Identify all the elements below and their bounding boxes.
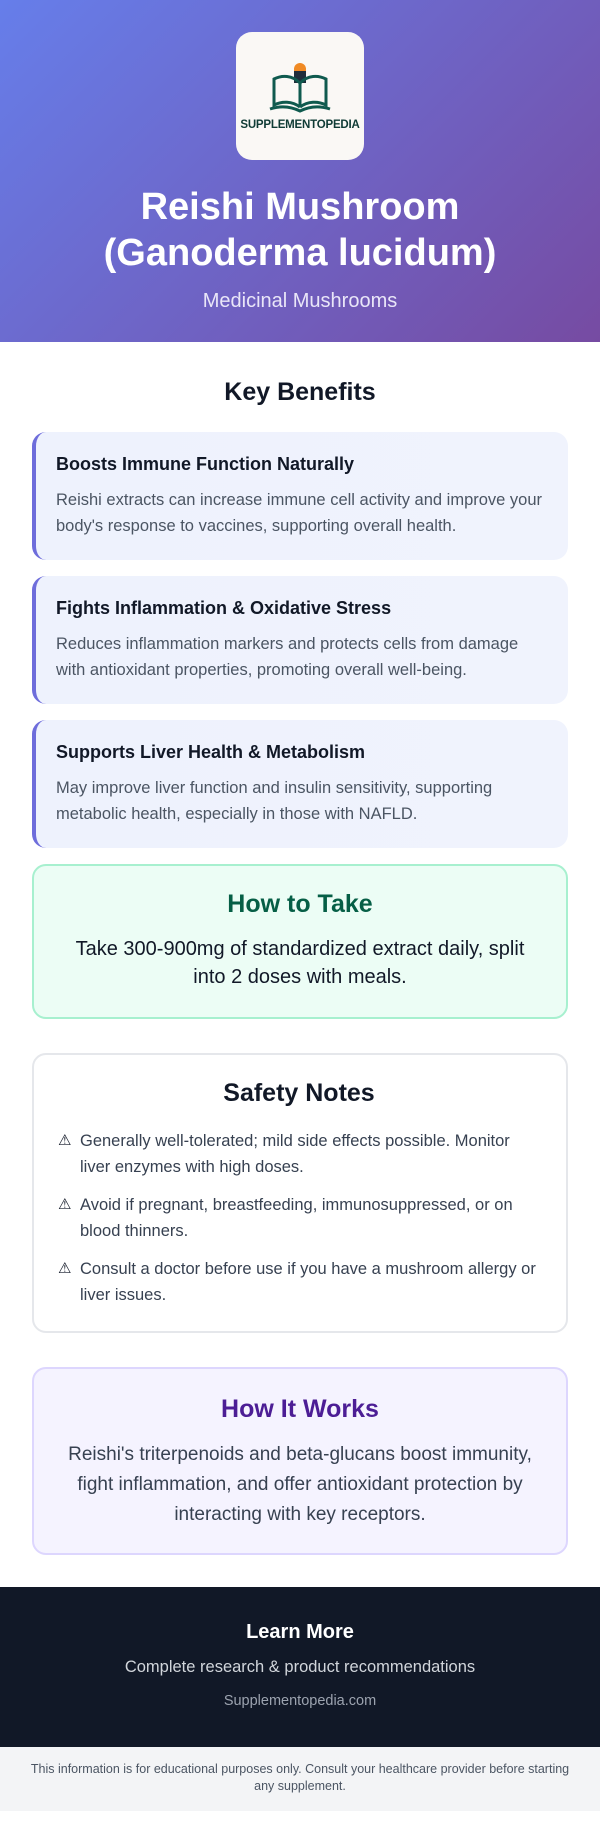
dosage-text: Take 300-900mg of standardized extract daily, split into 2 doses with meals. [75,938,525,988]
how-it-works-card [32,1367,568,1555]
disclaimer: This information is for educational purposes only. Consult your healthcare provider before starting any supplement. [0,1747,600,1811]
benefit-heading: Supports Liver Health & Metabolism [56,742,366,762]
warning-icon: ⚠ [58,1260,72,1277]
how-to-take-card [32,864,568,1019]
safety-note [58,1128,540,1180]
how-it-works-text: Reishi's triterpenoids and beta-glucans boost immunity, fight inflammation, and offer antioxidant protection by interacting with key receptors. [68,1444,532,1525]
benefit-card [32,432,568,560]
book-pill-icon [268,61,332,115]
benefit-heading: Fights Inflammation & Oxidative Stress [56,598,392,618]
benefit-card [32,720,568,848]
how-to-take-title: How to Take [227,890,373,918]
safety-note-text: Avoid if pregnant, breastfeeding, immunosuppressed, or on blood thinners. [80,1196,513,1240]
website-link[interactable]: Supplementopedia.com [223,1693,377,1709]
warning-icon: ⚠ [58,1196,72,1213]
page-header [0,0,600,342]
section-title: Key Benefits [224,378,376,406]
footer-title: Learn More [246,1621,354,1643]
safety-note-text: Consult a doctor before use if you have a mushroom allergy or liver issues. [80,1260,536,1304]
benefit-text: Reishi extracts can increase immune cell activity and improve your body's response to vaccines, supporting overall health. [56,491,543,535]
how-it-works-title: How It Works [221,1395,379,1423]
safety-note [58,1256,540,1308]
safety-title: Safety Notes [223,1079,375,1107]
category-label: Medicinal Mushrooms [202,290,398,312]
benefit-text: Reduces inflammation markers and protects cells from damage with antioxidant properties, promoting overall well-being. [56,635,519,679]
safety-note-text: Generally well-tolerated; mild side effects possible. Monitor liver enzymes with high doses. [80,1132,510,1176]
title-line-2: (Ganoderma lucidum) [103,232,497,274]
footer-description: Complete research & product recommendations [124,1658,476,1676]
safety-note [58,1192,540,1244]
benefit-heading: Boosts Immune Function Naturally [56,454,355,474]
learn-more-footer [0,1587,600,1747]
logo-text: SUPPLEMENTOPEDIA [240,119,360,131]
key-benefits-section [0,342,600,848]
benefit-text: May improve liver function and insulin sensitivity, supporting metabolic health, especially in those with NAFLD. [56,779,493,823]
benefit-card [32,576,568,704]
title-line-1: Reishi Mushroom [140,186,460,228]
warning-icon: ⚠ [58,1132,72,1149]
page-title [0,184,600,276]
logo [236,32,364,160]
safety-notes-card [32,1053,568,1333]
